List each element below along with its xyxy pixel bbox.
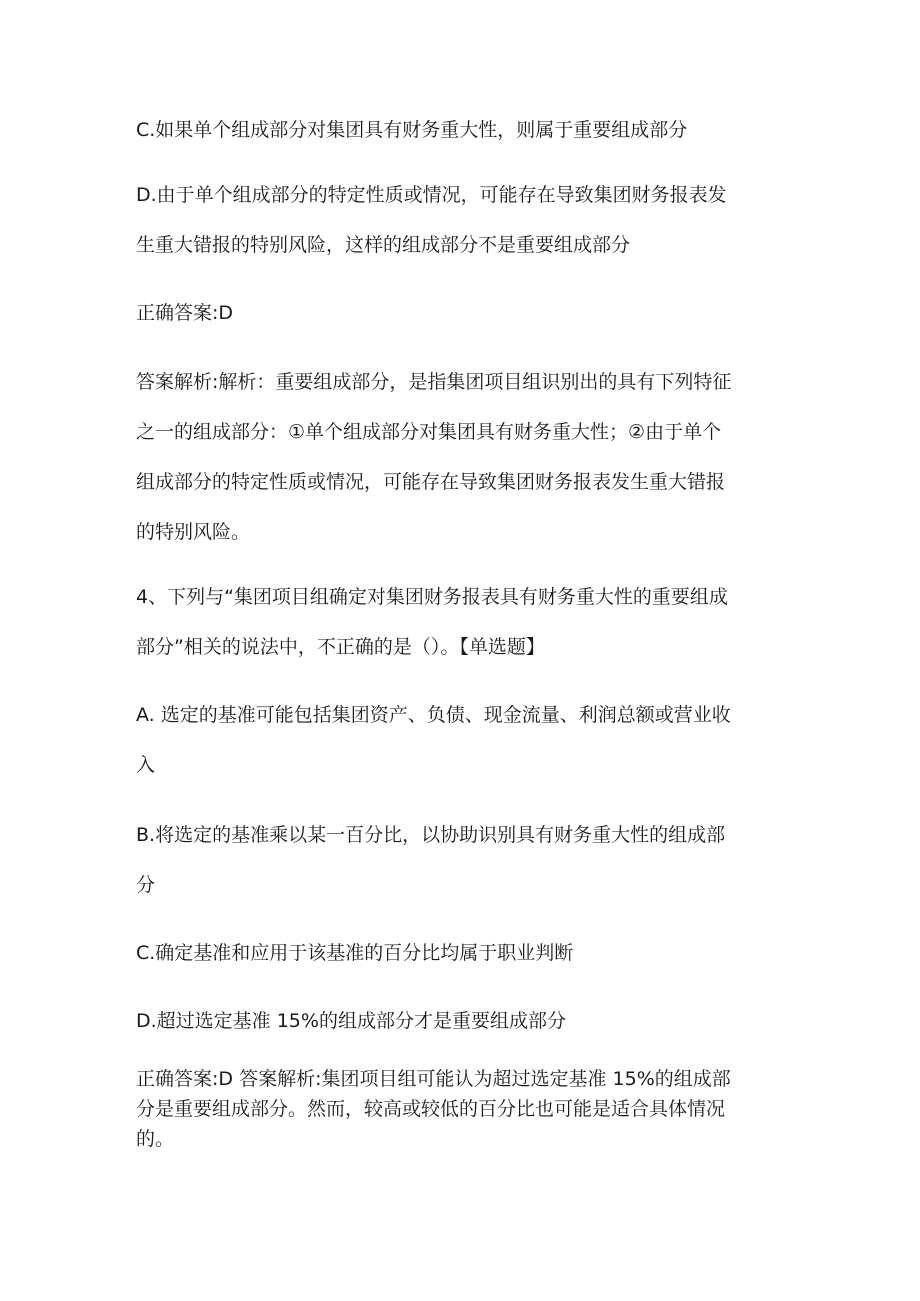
- text-line: 的。: [136, 1128, 175, 1150]
- text-line: 答案解析:解析：重要组成部分，是指集团项目组识别出的具有下列特征: [136, 371, 732, 393]
- text-line: 分: [136, 874, 156, 896]
- text-line: 入: [136, 754, 156, 776]
- text-line: 组成部分的特定性质或情况，可能存在导致集团财务报表发生重大错报: [136, 471, 726, 493]
- option-d-q3: [136, 170, 786, 270]
- answer-q3: [136, 288, 786, 338]
- option-a-q4: [136, 690, 786, 790]
- text-line: C.如果单个组成部分对集团具有财务重大性，则属于重要组成部分: [136, 119, 688, 141]
- answer-analysis-q4: [136, 1064, 786, 1154]
- text-line: 生重大错报的特别风险，这样的组成部分不是重要组成部分: [136, 234, 631, 256]
- text-line: 4、下列与“集团项目组确定对集团财务报表具有财务重大性的重要组成: [136, 586, 728, 608]
- text-line: 正确答案:D: [136, 302, 234, 324]
- option-b-q4: [136, 810, 786, 910]
- text-line: 部分”相关的说法中，不正确的是（）。【单选题】: [136, 636, 545, 658]
- analysis-q3: [136, 357, 786, 557]
- text-line: D.由于单个组成部分的特定性质或情况，可能存在导致集团财务报表发: [136, 184, 727, 206]
- option-c-q3: [136, 105, 786, 155]
- text-line: 的特别风险。: [136, 521, 251, 543]
- option-c-q4: [136, 928, 786, 978]
- text-line: D.超过选定基准 15%的组成部分才是重要组成部分: [136, 1010, 566, 1032]
- text-line: 正确答案:D 答案解析:集团项目组可能认为超过选定基准 15%的组成部: [136, 1068, 731, 1090]
- text-line: 分是重要组成部分。然而，较高或较低的百分比也可能是适合具体情况: [136, 1098, 726, 1120]
- text-line: B.将选定的基准乘以某一百分比，以协助识别具有财务重大性的组成部: [136, 824, 726, 846]
- text-line: A. 选定的基准可能包括集团资产、负债、现金流量、利润总额或营业收: [136, 704, 731, 726]
- option-d-q4: [136, 996, 786, 1046]
- question-4: [136, 572, 786, 672]
- text-line: C.确定基准和应用于该基准的百分比均属于职业判断: [136, 942, 574, 964]
- text-line: 之一的组成部分：①单个组成部分对集团具有财务重大性；②由于单个: [136, 421, 722, 443]
